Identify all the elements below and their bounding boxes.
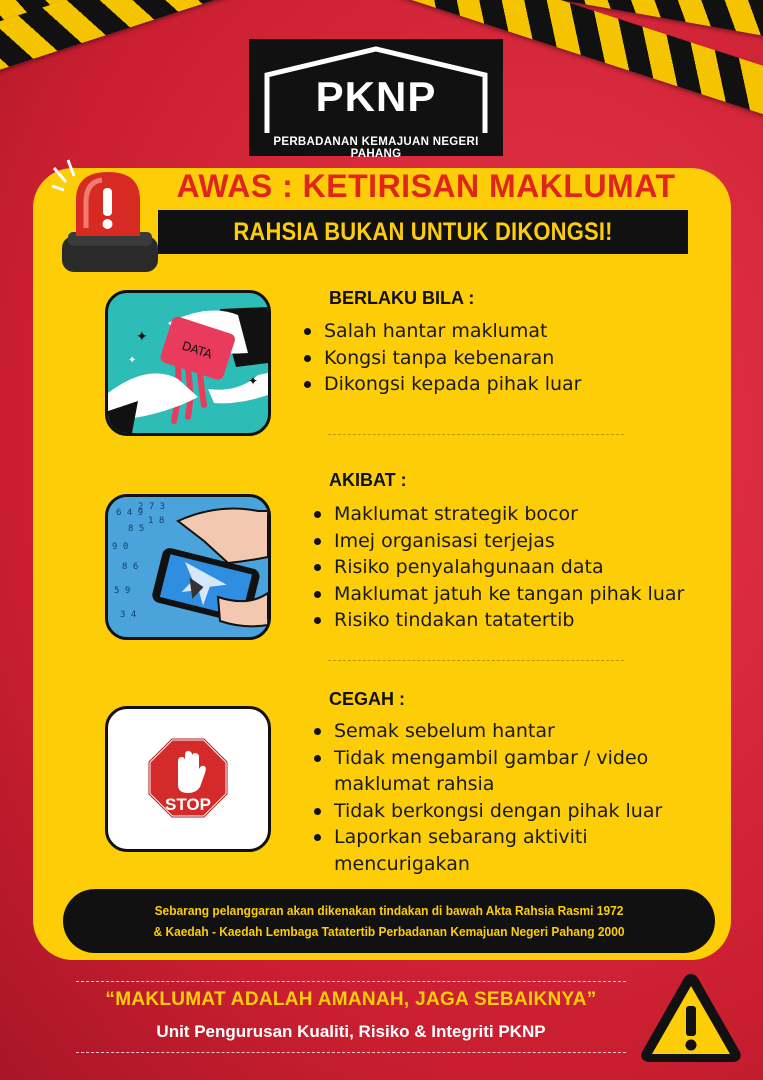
footer-quote: “MAKLUMAT ADALAH AMANAH, JAGA SEBAIKNYA” [105,989,597,1010]
warning-icon [636,968,746,1068]
svg-text:2 7 3: 2 7 3 [138,502,166,512]
list-item: Tidak mengambil gambar / video maklumat rahsia [312,745,672,798]
list-item: Kongsi tanpa kebenaran [302,345,581,372]
svg-text:✦: ✦ [136,329,148,345]
broken-phone-icon [108,497,268,637]
list-item: Imej organisasi terjejas [312,528,684,555]
section-title-berlaku: BERLAKU BILA : [329,288,475,308]
list-item: Laporkan sebarang aktiviti mencurigakan [312,824,672,877]
list-item: Salah hantar maklumat [302,318,581,345]
stop-sign-icon [108,709,268,849]
list-item: Dikongsi kepada pihak luar [302,371,581,398]
list-item: Risiko tindakan tatatertib [312,607,684,634]
list-berlaku [302,318,581,398]
legal-notice-line2: & Kaedah - Kaedah Lembaga Tatatertib Perbadanan Kemajuan Negeri Pahang 2000 [153,924,625,939]
subtitle-banner [158,210,688,254]
logo-full-name: PERBADANAN KEMAJUAN NEGERI PAHANG [273,136,479,160]
broken-phone-illustration [105,494,271,640]
list-item: Semak sebelum hantar [312,718,672,745]
section-title-cegah: CEGAH : [329,689,405,709]
list-item: Risiko penyalahgunaan data [312,554,684,581]
svg-text:9 0: 9 0 [112,542,129,552]
svg-text:✦: ✦ [248,374,259,388]
divider [328,660,624,661]
data-leak-illustration [105,290,271,436]
svg-text:✦: ✦ [128,355,137,366]
section-title-akibat: AKIBAT : [329,470,407,490]
list-cegah [312,718,672,877]
footer-divider [76,981,626,982]
pknp-logo [249,39,503,160]
svg-text:8 6: 8 6 [122,562,139,572]
svg-text:6 4 9: 6 4 9 [116,508,144,518]
svg-text:1 8: 1 8 [148,516,165,526]
footer-unit: Unit Pengurusan Kualiti, Risiko & Integriti PKNP [156,1022,546,1041]
svg-text:8 5: 8 5 [128,524,145,534]
data-card-label: DATA [180,338,214,362]
page-title: AWAS : KETIRISAN MAKLUMAT [176,168,676,204]
list-akibat [312,501,684,634]
svg-text:5 9: 5 9 [114,586,131,596]
data-hands-icon [108,293,268,433]
stop-sign-label: STOP [165,795,211,814]
list-item: Tidak berkongsi dengan pihak luar [312,798,672,825]
legal-notice-line1: Sebarang pelanggaran akan dikenakan tindakan di bawah Akta Rahsia Rasmi 1972 [154,903,624,918]
list-item: Maklumat strategik bocor [312,501,684,528]
list-item: Maklumat jatuh ke tangan pihak luar [312,581,684,608]
svg-text:3 4: 3 4 [120,610,137,620]
footer-divider [76,1052,626,1053]
logo-brand: PKNP [315,73,437,120]
stop-sign-illustration [105,706,271,852]
divider [328,434,624,435]
legal-notice [63,889,715,953]
subtitle-text: RAHSIA BUKAN UNTUK DIKONGSI! [233,218,613,246]
